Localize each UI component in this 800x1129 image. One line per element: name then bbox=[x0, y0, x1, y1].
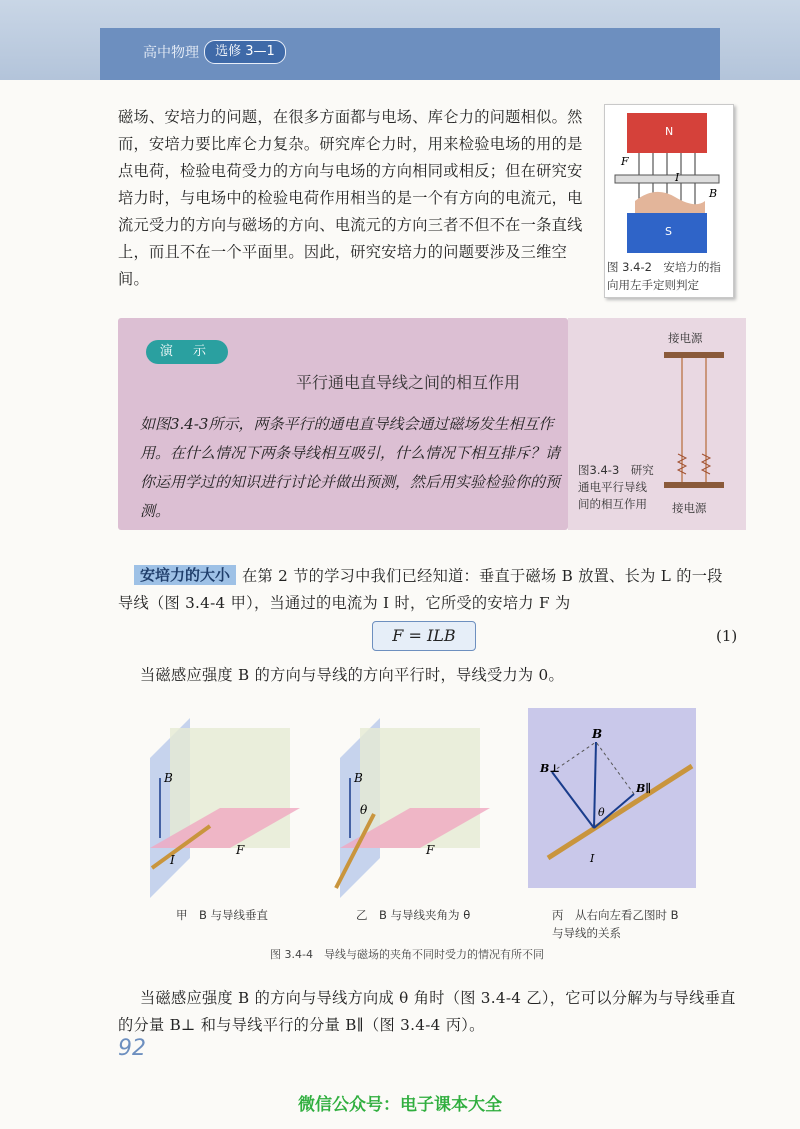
label-b: B bbox=[164, 771, 173, 785]
book-title: 高中物理 bbox=[143, 45, 199, 61]
power-label-bottom: 接电源 bbox=[672, 501, 707, 515]
current-label: I bbox=[675, 171, 680, 184]
figure-3-4-3-caption: 图3.4-3 研究通电平行导线间的相互作用 bbox=[578, 463, 654, 511]
figure-decomposition bbox=[528, 708, 696, 888]
south-label: S bbox=[665, 225, 672, 238]
figure-c-caption: 丙 从右向左看乙图时 B 与导线的关系 bbox=[552, 908, 679, 940]
formula-box: F = ILB bbox=[372, 621, 476, 651]
paragraph-decomposition: 当磁感应强度 B 的方向与导线方向成 θ 角时（图 3.4-4 乙），它可以分解为与导线垂直的分量 B⊥ 和与导线平行的分量 B∥（图 3.4-4 丙）。 bbox=[118, 989, 736, 1034]
paragraph-magnitude: 在第 2 节的学习中我们已经知道：垂直于磁场 B 放置、长为 L 的一段导线（图 3.4-4 甲），当通过的电流为 I 时，它所受的安培力 F 为 bbox=[118, 567, 723, 612]
demo-title: 平行通电直导线之间的相互作用 bbox=[296, 373, 521, 392]
wire-rod bbox=[615, 175, 719, 183]
figure-3-4-2-caption: 图 3.4-2 安培力的指向用左手定则判定 bbox=[607, 260, 721, 292]
label-b-par: B∥ bbox=[636, 782, 652, 795]
figure-angle bbox=[330, 718, 490, 898]
field-label: B bbox=[709, 187, 718, 200]
label-theta: θ bbox=[360, 803, 368, 817]
magnet-field-diagram bbox=[605, 105, 733, 265]
formula-number: (1) bbox=[716, 627, 738, 645]
force-label: F bbox=[621, 155, 629, 168]
figure-perpendicular bbox=[140, 718, 300, 898]
label-b2: B bbox=[354, 771, 363, 785]
power-label-top: 接电源 bbox=[668, 331, 703, 345]
watermark: 微信公众号：电子课本大全 bbox=[298, 1095, 502, 1115]
page-number: 92 bbox=[118, 1036, 146, 1061]
paragraph-parallel: 当磁感应强度 B 的方向与导线的方向平行时，导线受力为 0。 bbox=[140, 666, 564, 684]
demo-tag: 演 示 bbox=[146, 340, 228, 364]
section-heading: 安培力的大小 bbox=[134, 565, 236, 585]
label-b-perp: B⊥ bbox=[540, 762, 560, 775]
label-f2: F bbox=[426, 843, 435, 857]
parallel-wires-diagram bbox=[660, 344, 730, 504]
label-b3: B bbox=[592, 727, 603, 741]
label-i3: I bbox=[590, 852, 595, 865]
figure-3-4-4-caption: 图 3.4-4 导线与磁场的夹角不同时受力的情况有所不同 bbox=[270, 948, 544, 961]
label-f: F bbox=[236, 843, 245, 857]
north-label: N bbox=[665, 125, 674, 138]
label-theta2: θ bbox=[598, 806, 605, 819]
figure-b-caption: 乙 B 与导线夹角为 θ bbox=[356, 908, 471, 922]
demo-text: 如图3.4-3所示，两条平行的通电直导线会通过磁场发生相互作用。在什么情况下两条导线相互吸引，什么情况下相互排斥？请你运用学过的知识进行讨论并做出预测，然后用实验检验你的预测。 bbox=[140, 415, 561, 520]
module-badge: 选修 3—1 bbox=[204, 40, 286, 64]
label-i: I bbox=[170, 853, 175, 867]
paragraph-ampere-intro: 磁场、安培力的问题，在很多方面都与电场、库仑力的问题相似。然而，安培力要比库仑力复杂。研究库仑力时，用来检验电场的用的是点电荷，检验电荷受力的方向与电场的方向相同或相反；但在研究安培力时，与电场中的检验电荷作用相当的是一个有方向的电流元，电流元受力的方向与磁场的方向、电流元的方向三者不但不在一条直线上，而且不在一个平面里。因此，研究安培力的问题要涉及三维空间。 bbox=[118, 108, 583, 288]
figure-a-caption: 甲 B 与导线垂直 bbox=[176, 908, 269, 922]
